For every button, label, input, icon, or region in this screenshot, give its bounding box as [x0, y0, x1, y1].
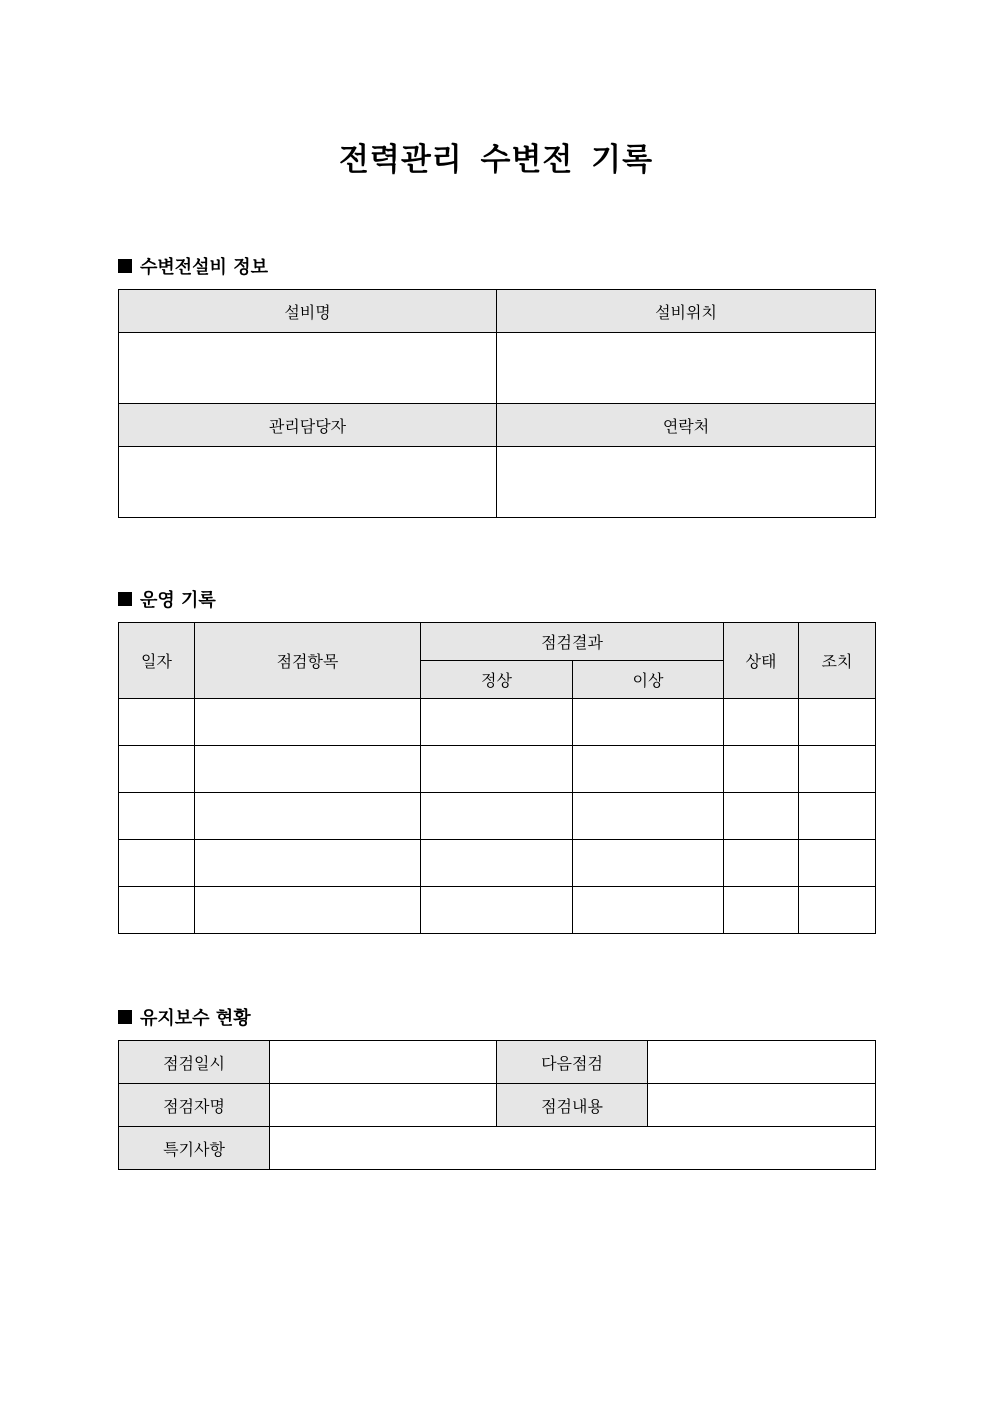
abnormal-cell[interactable] — [573, 746, 724, 793]
status-cell[interactable] — [724, 793, 799, 840]
normal-cell[interactable] — [421, 699, 573, 746]
normal-cell[interactable] — [421, 887, 573, 934]
action-cell[interactable] — [799, 699, 876, 746]
header-equipment-location: 설비위치 — [497, 290, 876, 333]
date-cell[interactable] — [119, 793, 195, 840]
label-inspector: 점검자명 — [119, 1084, 270, 1127]
section-heading-equipment — [118, 253, 268, 279]
status-cell[interactable] — [724, 699, 799, 746]
section-heading-maintenance — [118, 1004, 251, 1030]
header-abnormal: 이상 — [573, 661, 724, 699]
equipment-name-field[interactable] — [119, 333, 497, 404]
table-row — [119, 746, 876, 793]
equipment-location-field[interactable] — [497, 333, 876, 404]
item-cell[interactable] — [195, 746, 421, 793]
item-cell[interactable] — [195, 887, 421, 934]
header-equipment-name: 설비명 — [119, 290, 497, 333]
operations-record-table — [118, 622, 876, 934]
table-row — [119, 887, 876, 934]
normal-cell[interactable] — [421, 840, 573, 887]
action-cell[interactable] — [799, 840, 876, 887]
inspector-field[interactable] — [270, 1084, 497, 1127]
header-manager: 관리담당자 — [119, 404, 497, 447]
status-cell[interactable] — [724, 840, 799, 887]
date-cell[interactable] — [119, 746, 195, 793]
date-cell[interactable] — [119, 699, 195, 746]
item-cell[interactable] — [195, 840, 421, 887]
inspection-date-field[interactable] — [270, 1041, 497, 1084]
square-bullet-icon — [118, 592, 132, 606]
table-row — [119, 793, 876, 840]
equipment-info-table — [118, 289, 876, 518]
action-cell[interactable] — [799, 887, 876, 934]
contact-field[interactable] — [497, 447, 876, 518]
date-cell[interactable] — [119, 887, 195, 934]
header-normal: 정상 — [421, 661, 573, 699]
status-cell[interactable] — [724, 746, 799, 793]
maintenance-status-table — [118, 1040, 876, 1170]
remarks-field[interactable] — [270, 1127, 876, 1170]
header-inspection-item: 점검항목 — [195, 623, 421, 699]
abnormal-cell[interactable] — [573, 699, 724, 746]
table-row — [119, 699, 876, 746]
manager-field[interactable] — [119, 447, 497, 518]
header-date: 일자 — [119, 623, 195, 699]
label-next-inspection: 다음점검 — [497, 1041, 648, 1084]
item-cell[interactable] — [195, 699, 421, 746]
square-bullet-icon — [118, 1010, 132, 1024]
abnormal-cell[interactable] — [573, 887, 724, 934]
normal-cell[interactable] — [421, 793, 573, 840]
header-action: 조치 — [799, 623, 876, 699]
action-cell[interactable] — [799, 793, 876, 840]
action-cell[interactable] — [799, 746, 876, 793]
section-heading-label: 수변전설비 정보 — [140, 257, 268, 278]
page-title: 전력관리 수변전 기록 — [338, 142, 654, 178]
section-heading-operations — [118, 586, 216, 612]
label-inspection-content: 점검내용 — [497, 1084, 648, 1127]
section-heading-label: 운영 기록 — [140, 590, 216, 611]
item-cell[interactable] — [195, 793, 421, 840]
table-row — [119, 840, 876, 887]
section-heading-label: 유지보수 현황 — [140, 1008, 251, 1029]
abnormal-cell[interactable] — [573, 840, 724, 887]
next-inspection-field[interactable] — [648, 1041, 876, 1084]
header-status: 상태 — [724, 623, 799, 699]
date-cell[interactable] — [119, 840, 195, 887]
status-cell[interactable] — [724, 887, 799, 934]
square-bullet-icon — [118, 259, 132, 273]
inspection-content-field[interactable] — [648, 1084, 876, 1127]
abnormal-cell[interactable] — [573, 793, 724, 840]
label-remarks: 특기사항 — [119, 1127, 270, 1170]
header-contact: 연락처 — [497, 404, 876, 447]
header-inspection-result: 점검결과 — [421, 623, 724, 661]
normal-cell[interactable] — [421, 746, 573, 793]
label-inspection-date: 점검일시 — [119, 1041, 270, 1084]
